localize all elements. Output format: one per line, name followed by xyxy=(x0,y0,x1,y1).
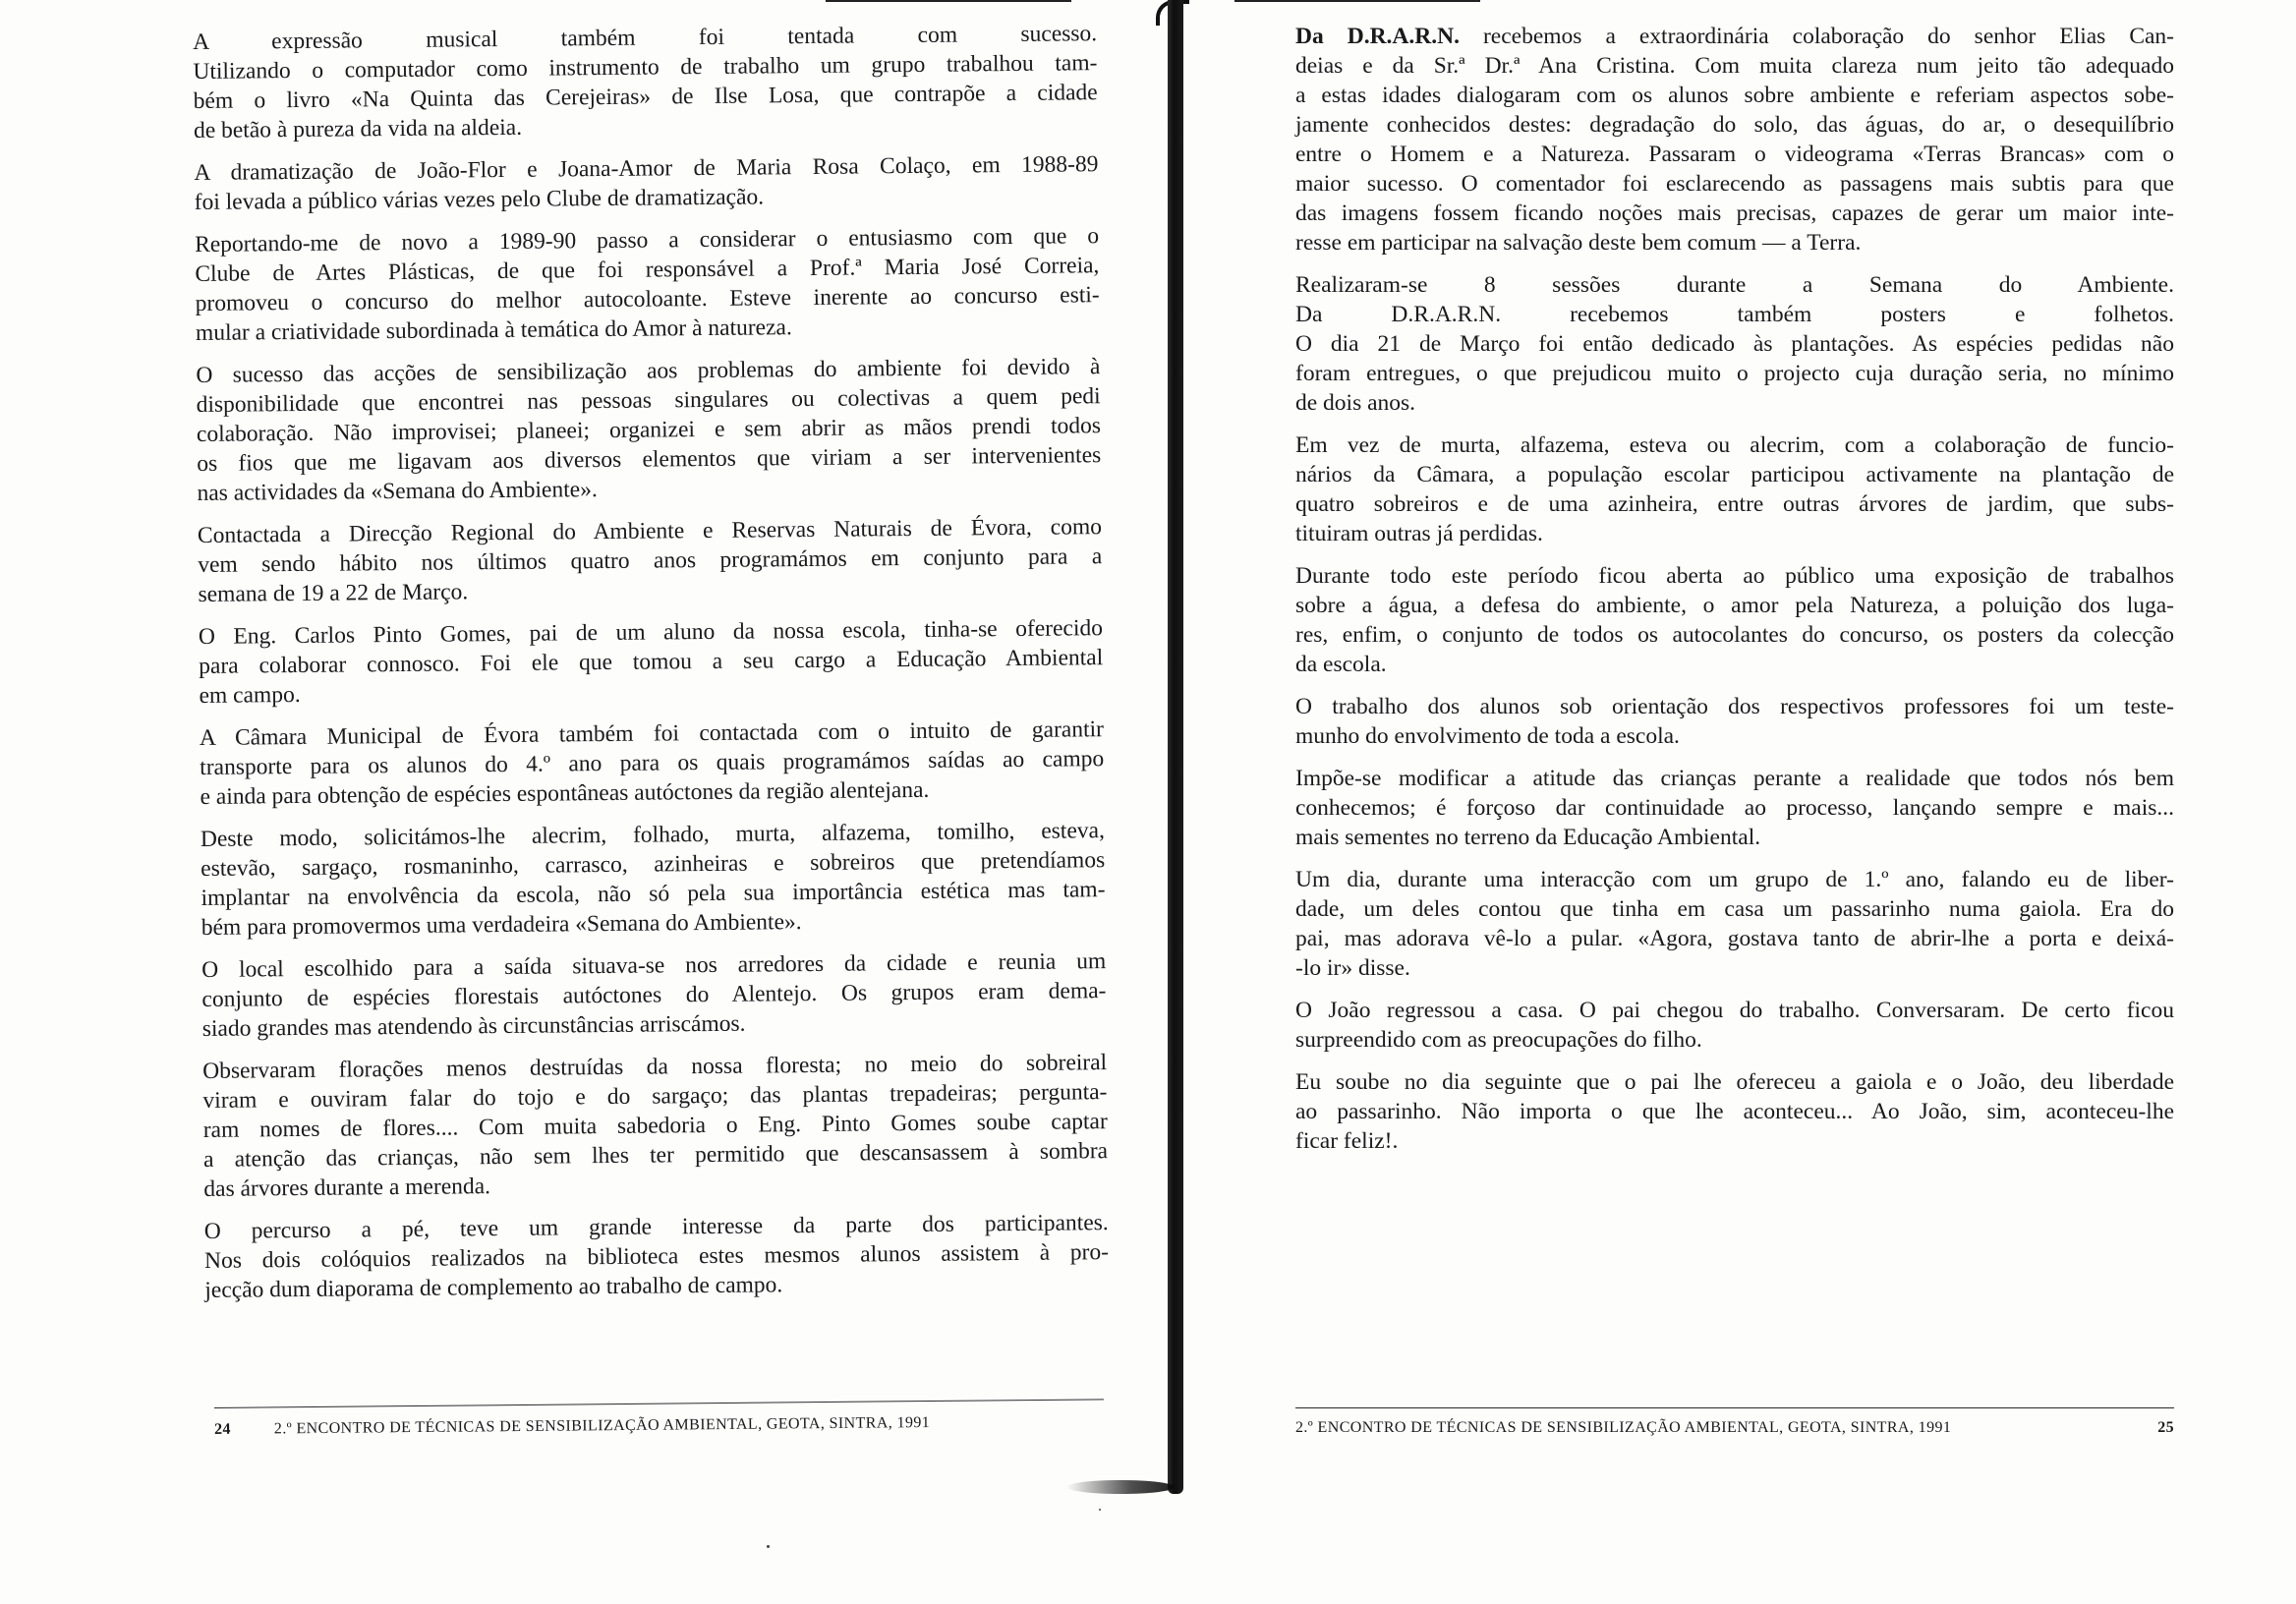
left-page-footer xyxy=(214,1412,1104,1439)
text-line: O percurso a pé, teve um grande interesse da parte dos participantes. xyxy=(203,1210,1109,1244)
text-line: pai, mas adorava vê-lo a pular. «Agora, gostava tanto de abrir-lhe a porta e deixá- xyxy=(1295,926,2174,951)
left-page-body xyxy=(193,19,1110,1318)
text-line: res, enfim, o conjunto de todos os autocolantes do concurso, os posters da colecção xyxy=(1295,622,2174,648)
text-line: jecção dum diaporama de complemento ao trabalho de campo. xyxy=(204,1272,783,1303)
page-number: 24 xyxy=(214,1420,231,1438)
text-line: e ainda para obtenção de espécies espontâneas autóctones da região alentejana. xyxy=(200,776,930,810)
text-line: de dois anos. xyxy=(1295,390,1416,416)
text-line: os fios que me ligavam aos diversos elementos que viriam a ser intervenientes xyxy=(197,442,1102,477)
page-number: 25 xyxy=(2157,1419,2174,1436)
text-line: Realizaram-se 8 sessões durante a Semana do Ambiente. xyxy=(1295,272,2174,298)
text-line: Nos dois colóquios realizados na biblioteca estes mesmos alunos assistem à pro- xyxy=(203,1239,1110,1274)
text-line: A dramatização de João-Flor e Joana-Amor de Maria Rosa Colaço, em 1988-89 xyxy=(194,151,1099,186)
text-line: Observaram florações menos destruídas da nossa floresta; no meio do sobreiral xyxy=(202,1050,1108,1084)
text-line: para colaborar connosco. Foi ele que tomou a seu cargo a Educação Ambiental xyxy=(199,645,1104,679)
text-line: tituiram outras já perdidas. xyxy=(1295,521,1543,546)
paragraph xyxy=(198,512,1103,609)
text-line: Durante todo este período ficou aberta ao público uma exposição de trabalhos xyxy=(1295,563,2174,589)
text-line: colaboração. Não improvisei; planeei; organizei e sem abrir as mãos prendi todos xyxy=(196,413,1102,447)
paragraph xyxy=(1295,692,2174,751)
text-line: ram nomes de flores.... Com muita sabedoria o Eng. Pinto Gomes soube captar xyxy=(202,1109,1108,1143)
text-line: foi levada a público várias vezes pelo Clube de dramatização. xyxy=(194,184,765,215)
text-line: conjunto de espécies florestais autóctones do Alentejo. Os grupos eram dema- xyxy=(201,978,1107,1012)
paragraph xyxy=(202,1048,1108,1204)
paragraph xyxy=(1295,561,2174,679)
paragraph xyxy=(1295,996,2174,1055)
text-line: O João regressou a casa. O pai chegou do trabalho. Conversaram. De certo ficou xyxy=(1295,998,2174,1023)
text-line: quatro sobreiros e de uma azinheira, entre outras árvores de jardim, que subs- xyxy=(1295,491,2174,517)
text-line: ao passarinho. Não importa o que lhe aconteceu... Ao João, sim, aconteceu-lhe xyxy=(1295,1099,2174,1124)
paragraph xyxy=(1295,430,2174,548)
text-line: ficar feliz!. xyxy=(1295,1128,1399,1154)
text-line: maior sucesso. O comentador foi esclarecendo as passagens mais subtis para que xyxy=(1295,171,2174,197)
footer-rule xyxy=(214,1399,1104,1408)
text-line: dade, um deles contou que tinha em casa um passarinho numa gaiola. Era do xyxy=(1295,896,2174,922)
paragraph xyxy=(1295,764,2174,852)
text-line: munho do envolvimento de toda a escola. xyxy=(1295,723,1680,749)
paper-speck xyxy=(1099,1509,1101,1511)
text-line: nários da Câmara, a população escolar participou activamente na plantação de xyxy=(1295,462,2174,487)
text-line: Em vez de murta, alfazema, esteva ou alecrim, com a colaboração de funcio- xyxy=(1295,432,2174,458)
paragraph xyxy=(199,613,1104,711)
text-line: foram entregues, o que prejudicou muito o projecto cuja duração seria, no mínimo xyxy=(1295,361,2174,386)
paper-speck xyxy=(767,1545,770,1548)
spine-shadow xyxy=(1066,1480,1175,1494)
paragraph xyxy=(201,816,1106,943)
paragraph xyxy=(1295,1067,2174,1156)
footer-rule xyxy=(1295,1407,2174,1408)
text-line: resse em participar na salvação deste bem comum — a Terra. xyxy=(1295,230,1862,256)
text-line: nas actividades da «Semana do Ambiente». xyxy=(197,477,598,506)
text-line: mais sementes no terreno da Educação Ambiental. xyxy=(1295,825,1761,850)
running-title: 2.º ENCONTRO DE TÉCNICAS DE SENSIBILIZAÇÃO AMBIENTAL, GEOTA, SINTRA, 1991 xyxy=(273,1414,931,1438)
text-line: implantar na envolvência da escola, não só pela sua importância estética mas tam- xyxy=(201,877,1106,911)
text-line: O dia 21 de Março foi então dedicado às plantações. As espécies pedidas não xyxy=(1295,331,2174,357)
text-line: mular a criatividade subordinada à temática do Amor à natureza. xyxy=(195,315,792,346)
text-line: surpreendido com as preocupações do filho. xyxy=(1295,1027,1702,1053)
text-line: das imagens fossem ficando noções mais precisas, capazes de gerar um maior inte- xyxy=(1295,200,2174,226)
text-line: sobre a água, a defesa do ambiente, o amor pela Natureza, a poluição dos luga- xyxy=(1295,593,2174,618)
paragraph xyxy=(201,946,1107,1044)
text-line: bém o livro «Na Quinta das Cerejeiras» de Ilse Losa, que contrapõe a cidade xyxy=(193,80,1098,114)
paragraph xyxy=(196,352,1101,508)
text-line: O local escolhido para a saída situava-se nos arredores da cidade e reunia um xyxy=(201,948,1107,983)
text-line: vem sendo hábito nos últimos quatro anos programámos em conjunto para a xyxy=(198,544,1103,578)
right-page xyxy=(1184,0,2296,1604)
text-line: semana de 19 a 22 de Março. xyxy=(198,579,469,607)
text-line: Reportando-me de novo a 1989-90 passo a considerar o entusiasmo com que o xyxy=(194,223,1100,258)
text-line: em campo. xyxy=(199,681,301,709)
paragraph xyxy=(193,19,1098,145)
right-page-footer xyxy=(1295,1419,2174,1437)
text-line: Deste modo, solicitámos-lhe alecrim, folhado, murta, alfazema, tomilho, esteva, xyxy=(200,818,1106,852)
text-line: Contactada a Direcção Regional do Ambiente e Reservas Naturais de Évora, como xyxy=(197,514,1103,548)
text-line: Da D.R.A.R.N. recebemos também posters e folhetos. xyxy=(1295,302,2174,327)
text-line: A Câmara Municipal de Évora também foi contactada com o intuito de garantir xyxy=(199,716,1105,751)
text-line: a estas idades dialogaram com os alunos sobre ambiente e referiam aspectos sobe- xyxy=(1295,83,2174,108)
text-line: Utilizando o computador como instrumento de trabalho um grupo trabalhou tam- xyxy=(193,50,1098,85)
text-line: da escola. xyxy=(1295,652,1387,677)
text-line: bém para promovermos uma verdadeira «Semana do Ambiente». xyxy=(201,909,802,941)
paragraph xyxy=(1295,270,2174,418)
text-line: promoveu o concurso do melhor autocoloante. Esteve inerente ao concurso esti- xyxy=(195,282,1100,316)
text-line: transporte para os alunos do 4.º ano para os quais programámos saídas ao campo xyxy=(200,746,1105,780)
text-line: viram e ouviram falar do tojo e do sargaço; das plantas trepadeiras; pergunta- xyxy=(202,1079,1108,1114)
paragraph xyxy=(1295,22,2174,258)
text-line: O sucesso das acções de sensibilização aos problemas do ambiente foi devido à xyxy=(196,354,1101,388)
text-line: jamente conhecidos destes: degradação do solo, das águas, do ar, o desequilíbrio xyxy=(1295,112,2174,138)
paragraph xyxy=(204,1208,1110,1305)
text-line: siado grandes mas atendendo às circunstâncias arriscámos. xyxy=(201,1010,746,1042)
running-title: 2.º ENCONTRO DE TÉCNICAS DE SENSIBILIZAÇÃO AMBIENTAL, GEOTA, SINTRA, 1991 xyxy=(1295,1419,1952,1436)
text-line: entre o Homem e a Natureza. Passaram o videograma «Terras Brancas» com o xyxy=(1295,142,2174,167)
text-line: Eu soube no dia seguinte que o pai lhe ofereceu a gaiola e o João, deu liberdade xyxy=(1295,1069,2174,1095)
text-line: -lo ir» disse. xyxy=(1295,955,1410,981)
paragraph xyxy=(200,715,1105,812)
text-line: conhecemos; é forçoso dar continuidade ao processo, lançando sempre e mais... xyxy=(1295,795,2174,821)
paragraph xyxy=(194,149,1099,217)
bold-lead: Da D.R.A.R.N. xyxy=(1295,24,1460,49)
right-page-body xyxy=(1295,22,2174,1169)
paragraph xyxy=(195,221,1100,348)
text-line: Um dia, durante uma interacção com um grupo de 1.º ano, falando eu de liber- xyxy=(1295,867,2174,892)
text-line: das árvores durante a merenda. xyxy=(203,1174,491,1202)
text-line: A expressão musical também foi tentada com sucesso. xyxy=(193,21,1098,55)
text-line: Da D.R.A.R.N. recebemos a extraordinária colaboração do senhor Elias Can- xyxy=(1295,24,2175,49)
text-line: Impõe-se modificar a atitude das crianças perante a realidade que todos nós bem xyxy=(1295,766,2174,791)
text-line: O Eng. Carlos Pinto Gomes, pai de um aluno da nossa escola, tinha-se oferecido xyxy=(198,615,1104,650)
text-line: estevão, sargaço, rosmaninho, carrasco, azinheiras e sobreiros que pretendíamos xyxy=(201,847,1106,882)
text-line: O trabalho dos alunos sob orientação dos respectivos professores foi um teste- xyxy=(1295,694,2174,719)
text-line: disponibilidade que encontrei nas pessoas singulares ou colectivas a quem pedi xyxy=(196,383,1101,418)
text-line: de betão à pureza da vida na aldeia. xyxy=(193,114,523,143)
text-line: deias e da Sr.ª Dr.ª Ana Cristina. Com muita clareza num jeito tão adequado xyxy=(1295,53,2174,79)
paragraph xyxy=(1295,865,2174,983)
book-spine xyxy=(1168,0,1183,1494)
text-line: a atenção das crianças, não sem lhes ter permitido que descansassem à sombra xyxy=(202,1138,1109,1173)
text-line: Clube de Artes Plásticas, de que foi responsável a Prof.ª Maria José Correia, xyxy=(195,253,1100,287)
